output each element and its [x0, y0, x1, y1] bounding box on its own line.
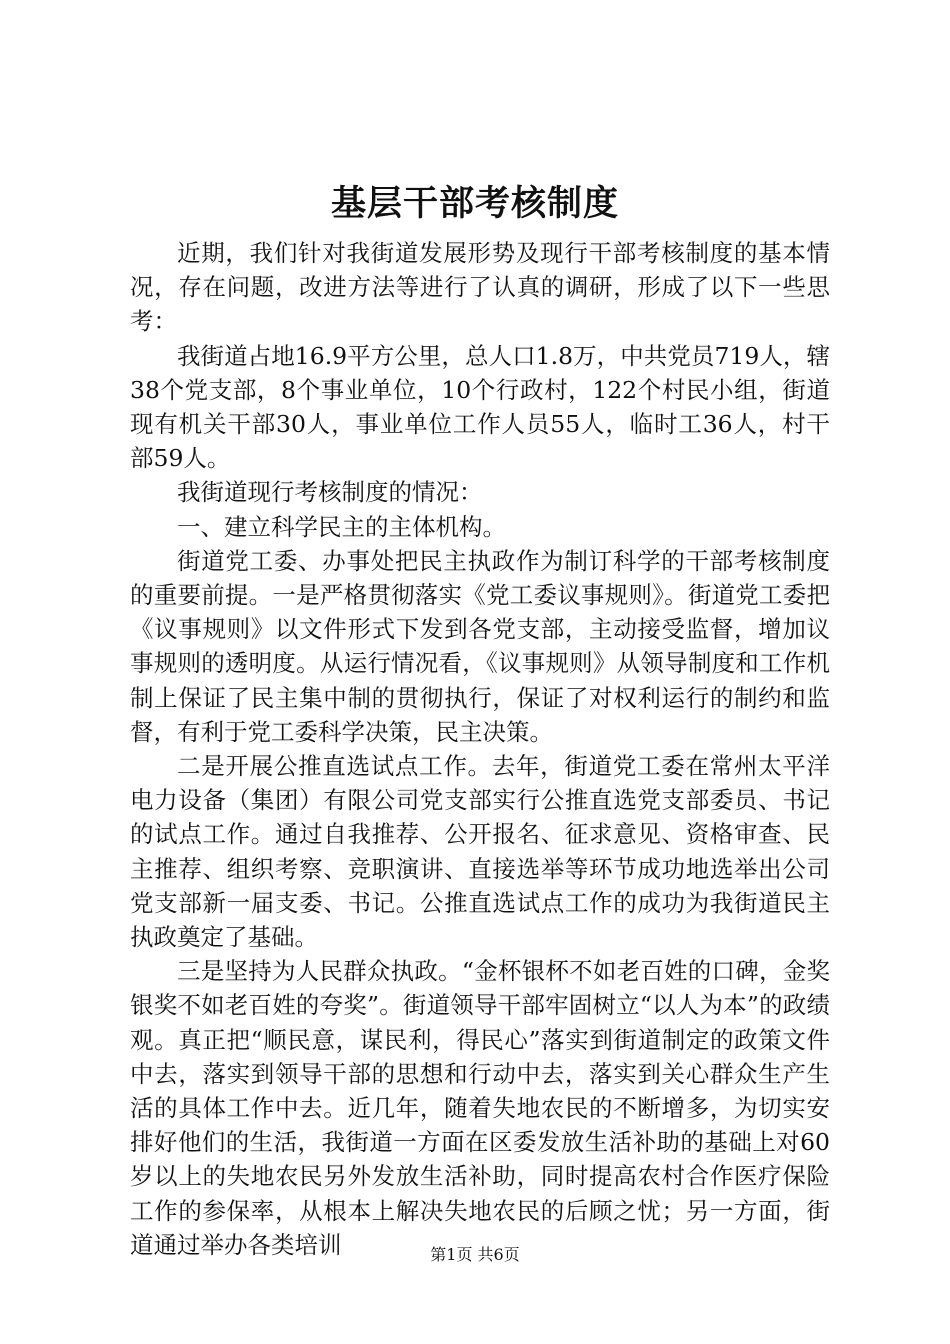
paragraph-people-oriented: 三是坚持为人民群众执政。“金杯银杯不如老百姓的口碑，金奖银奖不如老百姓的夸奖”。街道领导干部牢固树立“以人为本”的政绩观。真正把“顺民意，谋民利，得民心”落实到街道制定的政策文件中去，落实到领导干部的思想和行动中去，落实到关心群众生产生活的具体工作中去。近几年，随着失地农民的不断增多，为切实安排好他们的生活，我街道一方面在区委发放生活补助的基础上对60岁以上的失地农民另外发放生活补助，同时提高农村合作医疗保险工作的参保率，从根本上解决失地农民的后顾之忧；另一方面，街道通过举办各类培训: [130, 957, 830, 1259]
paragraph-current-system: 我街道现行考核制度的情况：: [177, 478, 483, 507]
paragraph-overview: 我街道占地16.9平方公里，总人口1.8万，中共党员719人，辖38个党支部，8个事业单位，10个行政村，122个村民小组，街道现有机关干部30人，事业单位工作人员55人，临时工36人，村干部59人。: [130, 341, 830, 473]
paragraph-section-heading: 一、建立科学民主的主体机构。: [177, 512, 506, 541]
document-title: 基层干部考核制度: [330, 183, 619, 224]
paragraph-direct-election-pilot: 二是开展公推直选试点工作。去年，街道党工委在常州太平洋电力设备（集团）有限公司党支部实行公推直选党支部委员、书记的试点工作。通过自我推荐、公开报名、征求意见、资格审查、民主推荐、组织考察、竞职演讲、直接选举等环节成功地选举出公司党支部新一届支委、书记。公推直选试点工作的成功为我街道民主执政奠定了基础。: [130, 752, 830, 952]
paragraph-democratic-governance: 街道党工委、办事处把民主执政作为制订科学的干部考核制度的重要前提。一是严格贯彻落实《党工委议事规则》。街道党工委把《议事规则》以文件形式下发到各党支部，主动接受监督，增加议事规则的透明度。从运行情况看，《议事规则》从领导制度和工作机制上保证了民主集中制的贯彻执行，保证了对权利运行的制约和监督，有利于党工委科学决策，民主决策。: [130, 546, 830, 746]
page-number-footer: 第1页 共6页: [430, 1245, 520, 1264]
paragraph-intro: 近期，我们针对我街道发展形势及现行干部考核制度的基本情况，存在问题，改进方法等进行了认真的调研，形成了以下一些思考：: [130, 239, 830, 336]
document-body: [130, 236, 830, 1262]
